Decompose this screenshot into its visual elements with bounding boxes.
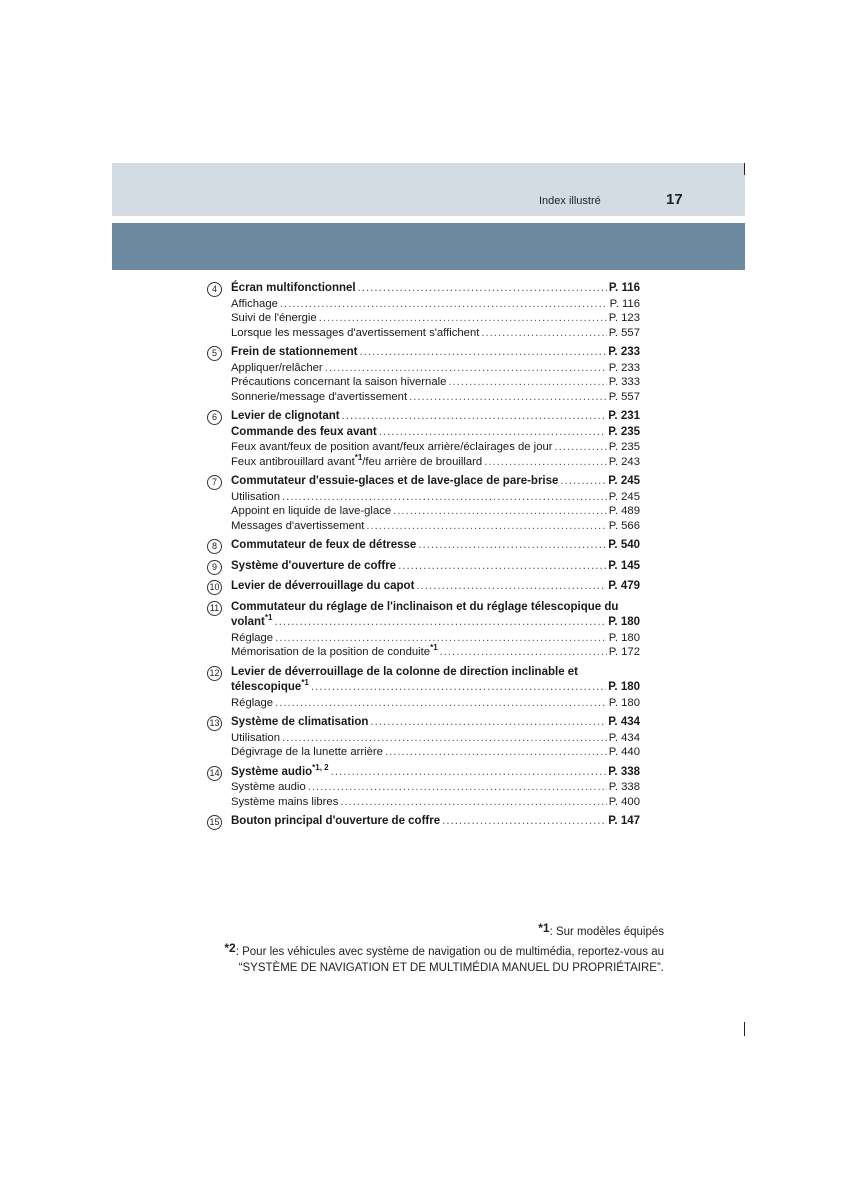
index-label [231, 504, 391, 519]
dot-leader [385, 745, 607, 760]
index-label [231, 795, 338, 810]
crop-mark-top-right [744, 163, 745, 175]
index-subitem-line [231, 375, 640, 390]
page-reference: P. 338 [608, 781, 640, 793]
index-label [231, 666, 578, 678]
index-label [231, 425, 377, 441]
page-reference: P. 233 [608, 346, 640, 358]
dot-leader [409, 390, 607, 405]
index-heading-line [231, 409, 640, 425]
index-label [231, 696, 273, 711]
index-label-text: Levier de déverrouillage du capot [231, 580, 415, 592]
index-label-text: Suivi de l'énergie [231, 312, 317, 324]
dot-leader [440, 645, 607, 660]
index-heading-line [231, 425, 640, 441]
page-reference: P. 338 [608, 765, 640, 778]
footnote-1-text: : Sur modèles équipés [549, 926, 664, 938]
index-heading-line [231, 680, 640, 696]
index-entry [207, 538, 640, 554]
index-label-text: Dégivrage de la lunette arrière [231, 746, 383, 758]
index-label-text: Levier de clignotant [231, 410, 340, 422]
index-label [231, 311, 317, 326]
index-label [231, 538, 416, 554]
footnote-1 [224, 920, 664, 940]
circled-number-badge: 10 [207, 580, 222, 595]
index-label-text: télescopique [231, 681, 302, 693]
index-label-text: Messages d'avertissement [231, 519, 365, 532]
footnote-reference: *1, 2 [312, 762, 329, 772]
dot-leader [275, 631, 607, 646]
index-label-text: Feux avant/feux de position avant/feux arrière/éclairages de jour [231, 441, 553, 453]
circled-number-badge: 12 [207, 666, 222, 681]
page-reference: P. 180 [608, 631, 640, 644]
footnote-reference: *1 [264, 613, 273, 622]
index-label [231, 409, 340, 425]
circled-number-badge: 8 [207, 539, 222, 554]
index-label-text: Utilisation [231, 731, 280, 744]
dot-leader [358, 281, 607, 297]
index-label-text: Levier de déverrouillage de la colonne de direction inclinable et [231, 665, 579, 678]
footnote-2-text: : Pour les véhicules avec système de navigation ou de multimédia, reportez-vous au [235, 946, 664, 958]
dot-leader [366, 519, 606, 534]
dot-leader [393, 504, 607, 519]
dot-leader [274, 615, 606, 631]
index-label [231, 345, 358, 361]
index-label-text: Système audio [231, 765, 313, 778]
dot-leader [555, 440, 607, 455]
page-reference: P. 235 [608, 441, 640, 453]
circled-number-badge: 7 [207, 475, 222, 490]
footnote-2-line2: “SYSTÈME DE NAVIGATION ET DE MULTIMÉDIA MANUEL DU PROPRIÉTAIRE”. [238, 962, 664, 974]
index-heading-line [231, 579, 640, 595]
index-label [231, 281, 356, 297]
footnote-reference: *1 [301, 678, 309, 687]
footnote-reference: *1 [354, 452, 363, 462]
circled-number-badge: 11 [207, 601, 222, 616]
crop-mark-bottom-right [744, 1022, 745, 1036]
index-label [231, 326, 479, 341]
footnotes [224, 920, 664, 976]
page-reference: P. 180 [608, 616, 640, 628]
index-entry [207, 600, 640, 660]
index-label [231, 715, 368, 731]
index-label-text: Système de climatisation [231, 716, 369, 728]
index-subitem-line [231, 311, 640, 326]
index-label [231, 601, 618, 613]
dot-leader [319, 311, 607, 326]
illustrated-index-list [207, 281, 640, 835]
dot-leader [325, 361, 607, 376]
page-reference: P. 440 [608, 746, 640, 758]
dot-leader [311, 680, 606, 696]
circled-number-badge: 5 [207, 346, 222, 361]
index-label [231, 297, 278, 312]
index-subitem-line [231, 297, 640, 312]
page-reference: P. 245 [608, 490, 640, 503]
index-subitem-line [231, 326, 640, 341]
dot-leader [481, 326, 606, 341]
index-label-text: Mémorisation de la position de conduite [231, 646, 431, 658]
index-entry [207, 579, 640, 595]
page-reference: P. 557 [608, 390, 640, 403]
page-reference: P. 434 [608, 731, 640, 744]
footnote-2 [224, 940, 664, 960]
index-heading-line [231, 600, 640, 616]
circled-number-badge: 6 [207, 410, 222, 425]
header-top-band [112, 163, 745, 216]
index-label-text: Système d'ouverture de coffre [231, 559, 397, 572]
index-entry [207, 665, 640, 711]
dot-leader [442, 814, 606, 830]
index-label [231, 474, 558, 490]
page-reference: P. 566 [608, 519, 640, 532]
page-reference: P. 243 [608, 455, 640, 468]
index-subitem-line [231, 440, 640, 455]
dot-leader [340, 795, 606, 810]
index-label [231, 519, 364, 534]
page-reference: P. 245 [608, 475, 640, 487]
circled-number-badge: 15 [207, 815, 222, 830]
dot-leader [342, 409, 607, 425]
dot-leader [308, 780, 607, 795]
index-heading-line [231, 814, 640, 830]
circled-number-badge: 4 [207, 282, 222, 297]
index-label-text: Système mains libres [231, 795, 339, 808]
index-label-text: Bouton principal d'ouverture de coffre [231, 815, 441, 827]
page-reference: P. 557 [608, 326, 640, 339]
footnote-2-mark: *2 [224, 941, 236, 955]
index-heading-line [231, 281, 640, 297]
index-label [231, 452, 483, 470]
index-subitem-line [231, 390, 640, 405]
index-label [231, 615, 272, 631]
index-label [231, 559, 396, 575]
footnote-1-mark: *1 [538, 921, 550, 935]
index-heading-line [231, 345, 640, 361]
dot-leader [484, 455, 607, 470]
page-reference: P. 180 [608, 681, 640, 693]
dot-leader [370, 715, 606, 731]
dot-leader [282, 731, 607, 746]
index-label-text: Sonnerie/message d'avertissement [231, 390, 408, 403]
page-reference: P. 231 [608, 410, 640, 422]
index-entry [207, 814, 640, 830]
page-reference: P. 145 [608, 559, 640, 572]
dot-leader [282, 490, 607, 505]
index-heading-line [231, 538, 640, 554]
index-label-text: Frein de stationnement [231, 346, 358, 358]
index-label-text: Précautions concernant la saison hivernale [231, 376, 447, 388]
dot-leader [418, 538, 606, 554]
index-label-text: Réglage [231, 631, 274, 644]
dot-leader [448, 375, 606, 390]
index-label-text: Système audio [231, 781, 306, 793]
index-label [231, 731, 280, 746]
index-entry [207, 281, 640, 340]
index-label [231, 814, 440, 830]
page-reference: P. 540 [608, 539, 640, 551]
index-subitem-line [231, 504, 640, 519]
page-reference: P. 235 [608, 425, 640, 438]
index-subitem-line [231, 731, 640, 746]
dot-leader [331, 765, 607, 781]
page-reference: P. 434 [608, 716, 640, 728]
index-entry [207, 715, 640, 760]
index-label [231, 780, 306, 795]
index-label [231, 361, 323, 376]
index-label-text: Feux antibrouillard avant [231, 455, 355, 468]
dot-leader [275, 696, 607, 711]
index-label-text: Appoint en liquide de lave-glace [231, 505, 392, 517]
index-entry [207, 559, 640, 575]
page-reference: P. 233 [608, 361, 640, 374]
index-subitem-line [231, 490, 640, 505]
index-subitem-line [231, 645, 640, 660]
footnote-reference: *1 [430, 643, 438, 652]
page-reference: P. 123 [608, 312, 640, 324]
index-label-text: Commutateur d'essuie-glaces et de lave-glace de pare-brise [231, 475, 559, 487]
index-label-text: Commutateur du réglage de l'inclinaison et du réglage télescopique du [231, 600, 619, 613]
index-label [231, 645, 438, 660]
index-heading-line [231, 615, 640, 631]
index-subitem-line [231, 745, 640, 760]
index-label-text: Lorsque les messages d'avertissement s'affichent [231, 326, 480, 339]
circled-number-badge: 9 [207, 560, 222, 575]
index-subitem-line [231, 696, 640, 711]
circled-number-badge: 14 [207, 766, 222, 781]
page-reference: P. 180 [608, 696, 640, 709]
index-label-text: Commutateur de feux de détresse [231, 539, 417, 551]
index-label-text: Réglage [231, 696, 274, 709]
dot-leader [379, 425, 607, 441]
page-reference: P. 116 [608, 282, 640, 294]
page-reference: P. 400 [608, 795, 640, 808]
index-label [231, 762, 329, 781]
page-reference: P. 147 [608, 815, 640, 827]
dot-leader [398, 559, 606, 575]
index-label-text: Commande des feux avant [231, 425, 377, 438]
index-label [231, 390, 407, 405]
index-label [231, 375, 446, 390]
index-label [231, 631, 273, 646]
index-label-text: Affichage [231, 297, 278, 310]
index-label [231, 490, 280, 505]
page-reference: P. 333 [608, 376, 640, 388]
dot-leader [280, 297, 608, 312]
page-reference: P. 489 [608, 505, 640, 517]
page-reference: P. 172 [608, 646, 640, 658]
page-reference: P. 479 [608, 580, 640, 592]
dot-leader [560, 474, 606, 490]
circled-number-badge: 13 [207, 716, 222, 731]
index-heading-line [231, 665, 640, 681]
index-entry [207, 409, 640, 469]
index-label-text: Appliquer/relâcher [231, 361, 323, 374]
dot-leader [416, 579, 606, 595]
index-label-text-continued: /feu arrière de brouillard [362, 455, 483, 468]
index-entry [207, 345, 640, 404]
index-label-text: Utilisation [231, 490, 280, 503]
index-subitem-line [231, 780, 640, 795]
page-reference: P. 116 [609, 297, 640, 310]
dot-leader [360, 345, 607, 361]
index-label [231, 440, 553, 455]
index-entry [207, 762, 640, 810]
index-entry [207, 474, 640, 533]
index-label-text: volant [231, 616, 265, 628]
section-title: Index illustré [539, 195, 601, 207]
index-heading-line [231, 559, 640, 575]
index-subitem-line [231, 519, 640, 534]
index-heading-line [231, 762, 640, 781]
index-label [231, 680, 309, 696]
index-subitem-line [231, 361, 640, 376]
header-color-bar [112, 223, 745, 270]
index-subitem-line [231, 795, 640, 810]
page-number: 17 [666, 191, 683, 208]
index-label [231, 745, 383, 760]
index-subitem-line [231, 452, 640, 470]
index-heading-line [231, 474, 640, 490]
index-label-text: Écran multifonctionnel [231, 282, 356, 294]
index-heading-line [231, 715, 640, 731]
index-label [231, 579, 414, 595]
